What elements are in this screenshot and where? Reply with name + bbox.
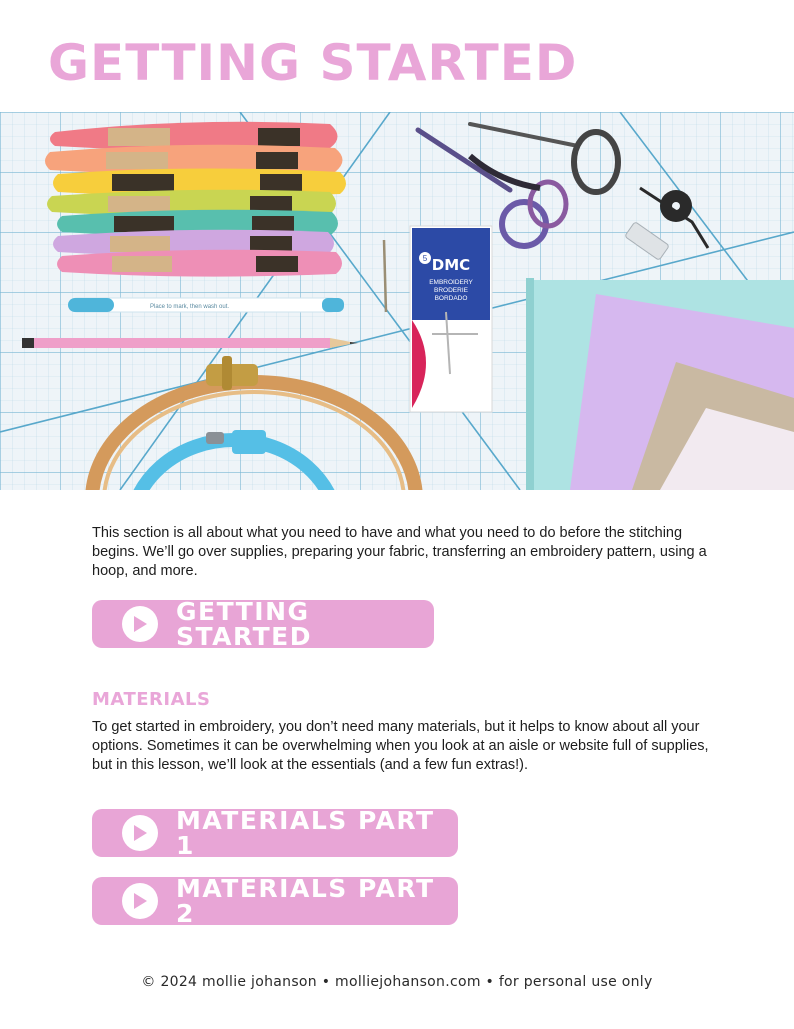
pencil <box>22 338 358 348</box>
play-icon <box>122 606 158 642</box>
needle-pack-size: 5 <box>422 254 428 263</box>
pen-text: Place to mark, then wash out. <box>150 304 230 310</box>
floss-skein-pink <box>57 250 342 277</box>
materials-part-2-video-button[interactable] <box>92 874 458 928</box>
embroidery-floss <box>45 122 346 277</box>
materials-part-1-video-label: MATERIALS PART 1 <box>176 806 435 860</box>
play-icon <box>122 815 158 851</box>
needle-pack <box>410 226 492 412</box>
needle-pack-brand: DMC <box>431 256 471 274</box>
materials-paragraph: To get started in embroidery, you don’t need many materials, but it helps to know about all your options. Sometimes it can be overwhelming when you look at an aisle or website full of supplies, but in this lesson, we’ll look at the essentials (and a few fun extras!). <box>92 719 709 773</box>
needle-pack-line: EMBROIDERY <box>429 279 473 286</box>
hero-photo <box>0 112 794 490</box>
fabric-stack <box>526 278 794 490</box>
materials-part-1-video-button[interactable] <box>92 806 458 860</box>
getting-started-video-label: GETTING STARTED <box>176 597 312 651</box>
needle-pack-line3: BORDADO <box>434 295 468 302</box>
materials-part-2-video-label: MATERIALS PART 2 <box>176 874 435 928</box>
needle-pack-line2: BRODERIE <box>434 287 468 294</box>
page-title: GETTING STARTED <box>48 34 578 92</box>
materials-heading: MATERIALS <box>92 689 211 710</box>
fabric-marker-pen <box>68 298 344 312</box>
play-icon <box>122 883 158 919</box>
intro-paragraph: This section is all about what you need to have and what you need to do before the stitching begins. We’ll go over supplies, preparing your fabric, transferring an embroidery pattern, using a hoop, and more. <box>92 525 707 579</box>
getting-started-video-button[interactable] <box>92 597 434 651</box>
copyright-footer: © 2024 mollie johanson • molliejohanson.com • for personal use only <box>141 974 653 990</box>
